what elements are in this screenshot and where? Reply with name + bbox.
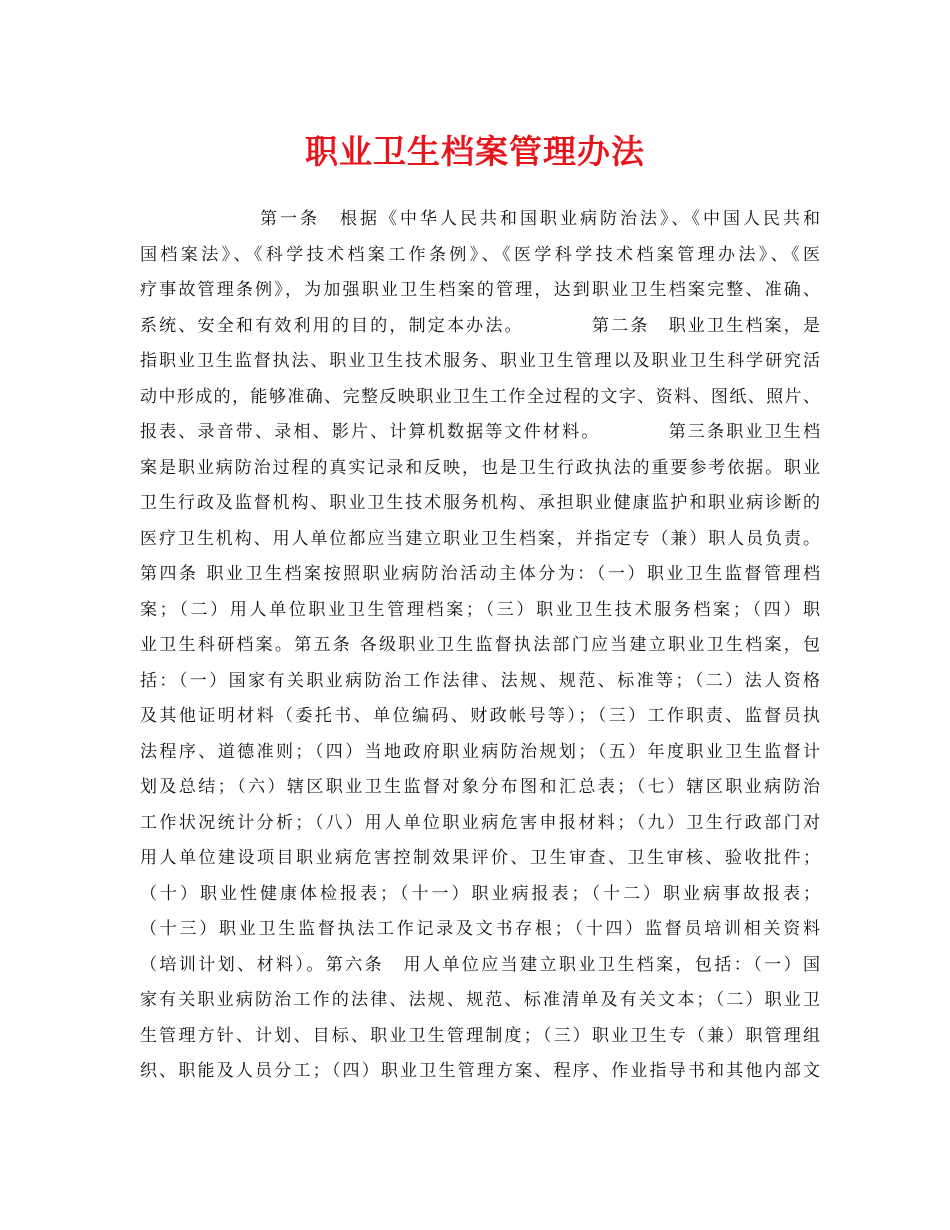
body-line: 国档案法》、《科学技术档案工作条例》、《医学科学技术档案管理办法》、《医 — [140, 244, 820, 265]
body-line: 用人单位建设项目职业病危害控制效果评价、卫生审查、卫生审核、验收批件； — [140, 848, 820, 868]
body-line: 报表、录音带、录相、影片、计算机数据等文件材料。 第三条职业卫生档 — [140, 422, 820, 442]
body-line: 划及总结；（六）辖区职业卫生监督对象分布图和汇总表；（七）辖区职业病防治 — [140, 777, 820, 797]
document-title: 职业卫生档案管理办法 — [305, 132, 645, 171]
body-line: （培训计划、材料）。第六条 用人单位应当建立职业卫生档案，包括：（一）国 — [140, 954, 820, 975]
body-line: 第一条 根据《中华人民共和国职业病防治法》、《中国人民共和 — [260, 209, 820, 229]
body-line: 工作状况统计分析；（八）用人单位职业病危害申报材料；（九）卫生行政部门对 — [140, 812, 820, 833]
document-body — [140, 202, 820, 1090]
body-line: 生管理方针、计划、目标、职业卫生管理制度；（三）职业卫生专（兼）职管理组 — [140, 1025, 820, 1046]
body-line: 及其他证明材料（委托书、单位编码、财政帐号等）；（三）工作职责、监督员执 — [140, 706, 820, 726]
body-line: 家有关职业病防治工作的法律、法规、规范、标准清单及有关文本；（二）职业卫 — [140, 990, 820, 1010]
body-line: 织、职能及人员分工；（四）职业卫生管理方案、程序、作业指导书和其他内部文 — [140, 1061, 820, 1081]
body-line: 业卫生科研档案。第五条 各级职业卫生监督执法部门应当建立职业卫生档案，包 — [140, 635, 820, 655]
body-line: 医疗卫生机构、用人单位都应当建立职业卫生档案，并指定专（兼）职人员负责。 — [140, 528, 820, 549]
body-line: 疗事故管理条例》，为加强职业卫生档案的管理，达到职业卫生档案完整、准确、 — [140, 280, 820, 300]
body-line: 第四条 职业卫生档案按照职业病防治活动主体分为：（一）职业卫生监督管理档 — [140, 564, 820, 584]
body-line: 案；（二）用人单位职业卫生管理档案；（三）职业卫生技术服务档案；（四）职 — [140, 599, 820, 620]
body-line: 卫生行政及监督机构、职业卫生技术服务机构、承担职业健康监护和职业病诊断的 — [140, 493, 820, 513]
body-line: 法程序、道德准则；（四）当地政府职业病防治规划；（五）年度职业卫生监督计 — [140, 741, 820, 762]
body-line: 指职业卫生监督执法、职业卫生技术服务、职业卫生管理以及职业卫生科学研究活 — [140, 351, 820, 371]
body-line: （十三）职业卫生监督执法工作记录及文书存根；（十四）监督员培训相关资料 — [140, 919, 820, 939]
body-line: 括：（一）国家有关职业病防治工作法律、法规、规范、标准等；（二）法人资格 — [140, 670, 820, 691]
body-line: 动中形成的，能够准确、完整反映职业卫生工作全过程的文字、资料、图纸、照片、 — [140, 386, 820, 407]
body-line: 系统、安全和有效利用的目的，制定本办法。 第二条 职业卫生档案，是 — [140, 315, 820, 336]
body-line: 案是职业病防治过程的真实记录和反映，也是卫生行政执法的重要参考依据。职业 — [140, 457, 820, 478]
body-line: （十）职业性健康体检报表；（十一）职业病报表；（十二）职业病事故报表； — [140, 883, 820, 904]
